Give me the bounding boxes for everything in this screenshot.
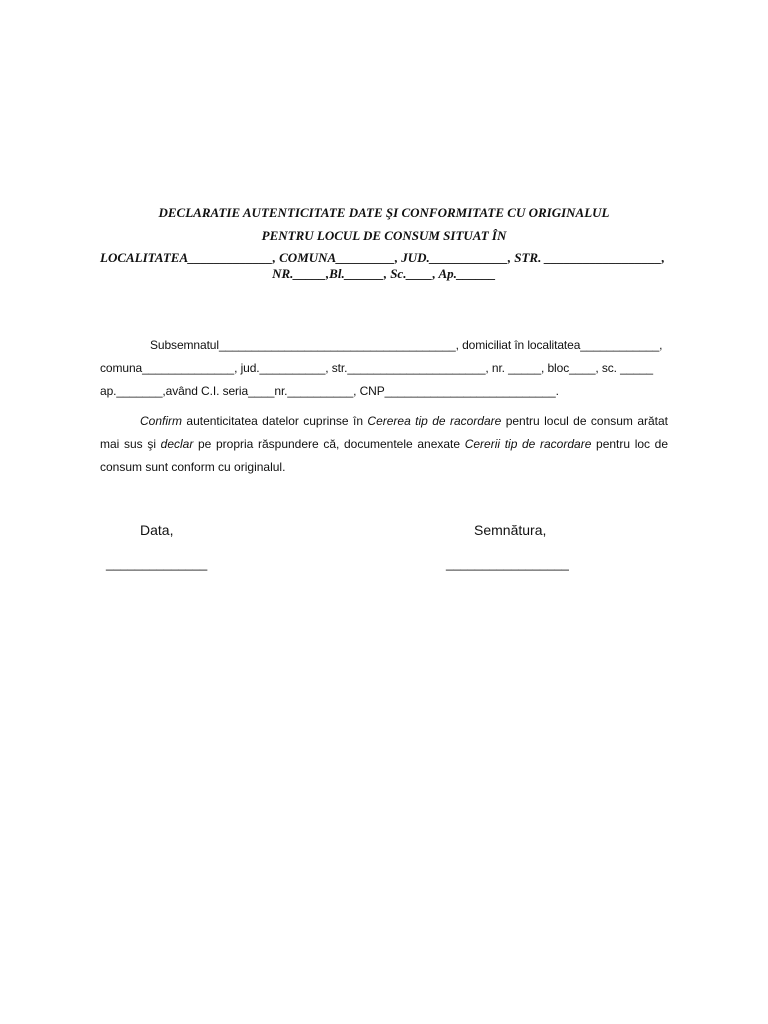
date-blank-line: ______________ [106,556,208,571]
statement-text: mai sus [100,437,148,451]
statement-line2 [100,433,668,456]
statement-text: pe propria răspundere că, documentele anexate [193,437,465,451]
statement-text: pentru locul de consum arătat [501,414,669,428]
statement-line3 [100,456,668,479]
declare-emphasis: declar [160,437,194,451]
address-line: NR._____,Bl.______, Sc.____, Ap.______ [272,266,496,281]
address-field-line: comuna______________, jud.__________, str._____________________, nr. _____, bloc____, sc. _____ [100,361,653,375]
signature-label: Semnătura, [474,522,547,538]
id-field-line: ap._______,având C.I. seria____nr.__________, CNP__________________________. [100,384,559,398]
statement-line1 [100,410,668,433]
statement-text: autenticitatea datelor cuprinse în [182,414,368,428]
statement-text: consum sunt conform cu originalul. [100,460,286,474]
date-label: Data, [140,522,174,538]
statement-text: şi [147,437,161,451]
request-emphasis: Cererea tip de racordare [367,414,502,428]
statement-text: pentru loc de [591,437,669,451]
declaration-title-line1: DECLARATIE AUTENTICITATE DATE ŞI CONFORMITATE CU ORIGINALUL [158,205,610,220]
signature-blank-line: _________________ [446,556,569,571]
location-line: LOCALITATEA_____________, COMUNA_________, JUD.____________, STR. __________________, [100,250,665,265]
declaration-title-line2: PENTRU LOCUL DE CONSUM SITUAT ÎN [261,228,507,243]
request-emphasis: Cererii tip de racordare [464,437,592,451]
confirm-emphasis: Confirm [140,414,183,428]
undersigned-field-line: Subsemnatul____________________________________, domiciliat în localitatea____________, [150,338,663,352]
